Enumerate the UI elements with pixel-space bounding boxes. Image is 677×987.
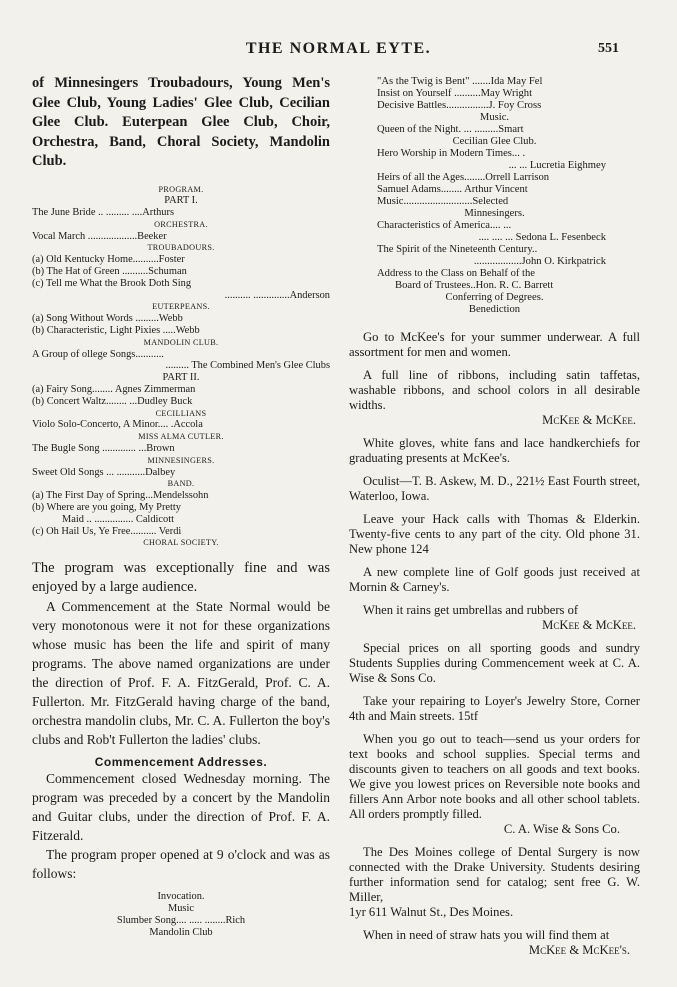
program-line: PART II. xyxy=(162,372,200,384)
program-line: Decisive Battles................J. Foy Cross xyxy=(377,100,542,111)
program-line: ... ... Lucretia Eighmey xyxy=(508,160,606,171)
ad-sporting-goods: Special prices on all sporting goods and sundry Students Supplies during Commencement week at C. A. Wise & Sons Co. xyxy=(349,641,640,685)
program-line: (a) Fairy Song........ Agnes Zimmerman xyxy=(32,384,196,396)
addresses-paragraph: Commencement closed Wednesday morning. The program was preceded by a concert by the Mandolin and Guitar clubs, under the direction of Prof. F. A. Fitzerald. xyxy=(32,771,330,844)
advertisements xyxy=(349,330,640,958)
page-number: 551 xyxy=(598,41,619,56)
program-line: Sweet Old Songs ... ...........Dalbey xyxy=(32,466,176,478)
ad-umbrellas: When it rains get umbrellas and rubbers of xyxy=(363,603,579,617)
program-line: .... .... ... Sedona L. Fesenbeck xyxy=(478,232,606,243)
program-line: CECILLIANS xyxy=(155,408,207,418)
program-line: Address to the Class on Behalf of the xyxy=(377,268,535,279)
program-line: MANDOLIN CLUB. xyxy=(143,337,219,347)
program-line: TROUBADOURS. xyxy=(147,243,215,253)
ad-jewelry: Take your repairing to Loyer's Jewelry Store, Corner 4th and Main streets. 15tf xyxy=(349,694,640,723)
program-line: The June Bride .. ......... ....Arthurs xyxy=(32,207,174,219)
program-line: The Spirit of the Nineteenth Century.. xyxy=(377,244,538,255)
program-line: The Bugle Song ............. ...Brown xyxy=(32,443,175,455)
program-line: Board of Trustees..Hon. R. C. Barrett xyxy=(395,280,554,291)
program-line: (b) The Hat of Green ..........Schuman xyxy=(32,266,187,278)
program-line: ORCHESTRA. xyxy=(154,219,208,229)
program-line: Slumber Song.... ..... ........Rich xyxy=(116,914,246,926)
section-heading: Commencement Addresses. xyxy=(94,755,268,770)
program-line: (a) The First Day of Spring...Mendelssohn xyxy=(32,490,209,502)
program-line: Heirs of all the Ages........Orrell Larrison xyxy=(377,172,550,183)
addresses-program xyxy=(32,891,330,938)
ad-text-books: When you go out to teach—send us your orders for text books and school supplies. Special terms and discounts given to teachers on all goods and text books. We give you lowest prices on Reversible note books and fillers Ann Arbor note books and all other school tablets. All orders promptly filled. xyxy=(349,732,640,821)
ad-address-line: 1yr 611 Walnut St., Des Moines. xyxy=(349,905,514,919)
ad-ribbons: A full line of ribbons, including satin taffetas, washable ribbons, and school colors in all desirable widths. xyxy=(349,368,640,412)
program-line: Violo Solo-Concerto, A Minor.... .Accola xyxy=(32,419,203,431)
program-line: ......... The Combined Men's Glee Clubs xyxy=(165,360,330,372)
program-line: (c) Oh Hail Us, Ye Free.......... Verdi xyxy=(32,525,182,537)
program-line: CHORAL SOCIETY. xyxy=(143,538,219,548)
program-line: Benediction xyxy=(468,304,521,315)
program-line: Queen of the Night. ... .........Smart xyxy=(377,124,524,135)
program-line: BAND. xyxy=(167,479,195,489)
page-header xyxy=(0,40,677,70)
program-line: Cecilian Glee Club. xyxy=(452,136,537,147)
review-paragraph: The program was exceptionally fine and was enjoyed by a large audience. xyxy=(32,560,330,596)
program-line: Music..........................Selected xyxy=(377,196,509,207)
program-line: Minnesingers. xyxy=(464,208,525,219)
ad-signature: C. A. Wise & Sons Co. xyxy=(503,822,620,836)
program-line: MISS ALMA CUTLER. xyxy=(138,432,224,442)
program-line: (a) Song Without Words .........Webb xyxy=(32,313,183,325)
program-line: (b) Concert Waltz........ ...Dudley Buck xyxy=(32,395,193,407)
ad-underwear: Go to McKee's for your summer underwear. A full assortment for men and women. xyxy=(349,330,640,359)
program-line: Samuel Adams........ Arthur Vincent xyxy=(377,184,528,195)
program-line: Invocation. xyxy=(157,891,205,903)
ad-oculist: Oculist—T. B. Askew, M. D., 221½ East Fourth street, Waterloo, Iowa. xyxy=(349,474,640,503)
program-line: (a) Old Kentucky Home..........Foster xyxy=(32,254,185,266)
program-line: PART I. xyxy=(164,195,198,207)
program-line: Music. xyxy=(479,112,510,123)
program-line: "As the Twig is Bent" .......Ida May Fel xyxy=(377,76,543,87)
program-line: .......... ..............Anderson xyxy=(224,289,330,301)
program-line: Maid .. ............... Caldicott xyxy=(62,513,174,525)
ad-straw-hats: When in need of straw hats you will find them at xyxy=(363,928,610,942)
program-intro-paragraph: The program proper opened at 9 o'clock and was as follows: xyxy=(32,847,330,882)
ad-signature: McKee & McKee. xyxy=(542,413,636,427)
program-line: (c) Tell me What the Brook Doth Sing xyxy=(32,277,192,289)
addresses-program-continued xyxy=(349,76,640,316)
organizations-list: of Minnesingers Troubadours, Young Men's Glee Club, Young Ladies' Glee Club, Cecilian Glee Club. Euterpean Glee Club, Choir, Orchestra, Band, Choral Society, Mandolin Club. xyxy=(32,75,330,169)
ad-hack-calls: Leave your Hack calls with Thomas & Elderkin. Twenty-five cents to any part of the city. Old phone 31. New phone 124 xyxy=(349,512,640,556)
ad-dental-college: The Des Moines college of Dental Surgery is now connected with the Drake University. Students desiring further information send for catalog; sent free G. W. Miller, xyxy=(349,845,640,904)
program-line: Insist on Yourself ..........May Wright xyxy=(377,88,533,99)
program-line: Characteristics of America.... ... xyxy=(377,220,512,231)
concert-program xyxy=(32,184,330,550)
program-line: Vocal March ...................Beeker xyxy=(32,230,167,242)
program-line: Mandolin Club xyxy=(149,926,213,938)
program-line: A Group of ollege Songs........... xyxy=(32,348,164,360)
program-line: EUTERPEANS. xyxy=(152,302,210,312)
right-column xyxy=(349,76,640,958)
commencement-paragraph: A Commencement at the State Normal would be very monotonous were it not for these organizations whose music has been the life and spirit of many programs. The above named organizations are under the direction of Prof. F. A. FitzGerald, Prof. C. A. Fullerton. Mr. FitzGerald having charge of the band, orchestra mandolin clubs, Mr. C. A. Fullerton the boy's clubs and Rob't Fullerton the ladies' clubs. xyxy=(32,599,330,748)
ad-signature: McKee & McKee. xyxy=(542,618,636,632)
program-line: ..................John O. Kirkpatrick xyxy=(473,256,606,267)
program-line: Hero Worship in Modern Times... . xyxy=(377,148,526,159)
program-line: Conferring of Degrees. xyxy=(445,292,544,303)
program-line: PROGRAM. xyxy=(158,184,204,194)
program-line: MINNESINGERS. xyxy=(147,455,215,465)
ad-gloves: White gloves, white fans and lace handkerchiefs for graduating presents at McKee's. xyxy=(349,436,640,465)
left-column xyxy=(32,74,330,938)
program-line: (b) Where are you going, My Pretty xyxy=(32,502,181,514)
ad-golf: A new complete line of Golf goods just received at Mornin & Carney's. xyxy=(349,565,640,594)
journal-title: THE NORMAL EYTE. xyxy=(245,40,432,57)
program-line: (b) Characteristic, Light Pixies .....Webb xyxy=(32,325,200,337)
ad-signature: McKee & McKee's. xyxy=(528,943,630,957)
program-line: Music xyxy=(168,903,194,914)
